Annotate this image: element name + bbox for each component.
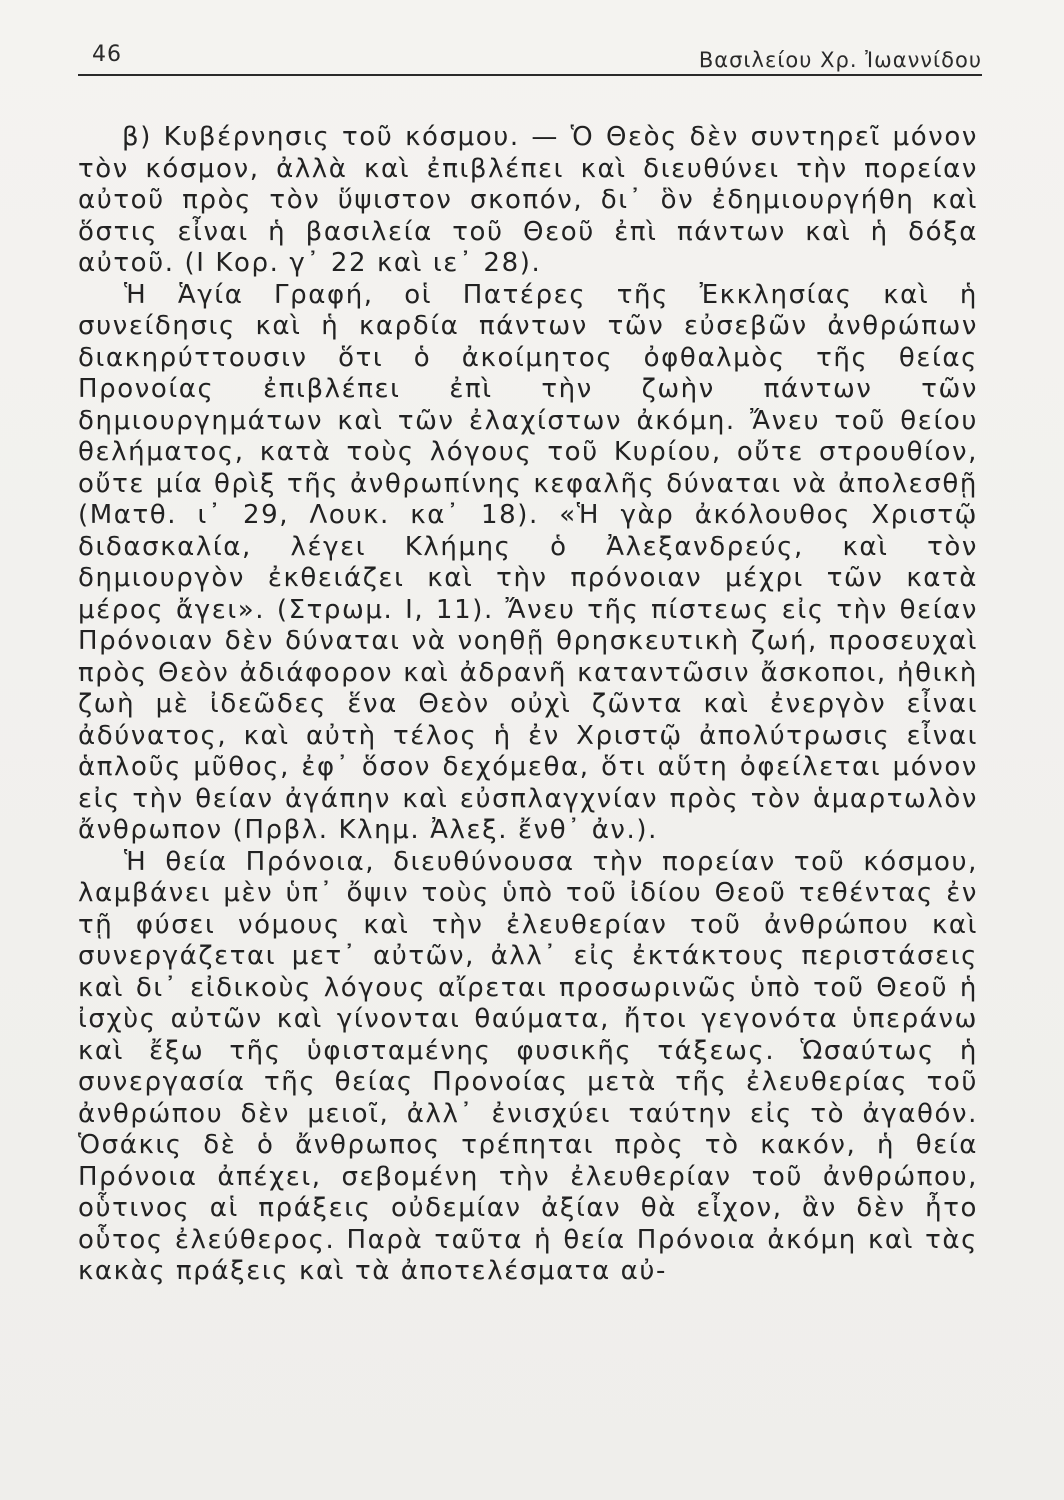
running-title: Βασιλείου Χρ. Ἰωαννίδου [698, 48, 982, 72]
page-number: 46 [92, 42, 122, 67]
paragraph-3: Ἡ θεία Πρόνοια, διευθύνουσα τὴν πορείαν τοῦ κόσμου, λαμβάνει μὲν ὑπ᾽ ὄψιν τοὺς ὑπὸ τοῦ ἰδίου Θεοῦ τεθέντας ἐν τῇ φύσει νόμους καὶ τὴν ἐλευθερίαν τοῦ ἀνθρώπου καὶ συνεργάζεται μετ᾽ αὐτῶν, ἀλλ᾽ εἰς ἐκτάκτους περιστάσεις καὶ δι᾽ εἰδικοὺς λόγους αἴρεται προσωρινῶς ὑπὸ τοῦ Θεοῦ ἡ ἰσχὺς αὐτῶν καὶ γίνονται θαύματα, ἤτοι γεγονότα ὑπεράνω καὶ ἔξω τῆς ὑφισταμένης φυσικῆς τάξεως. Ὡσαύτως ἡ συνεργασία τῆς θείας Προνοίας μετὰ τῆς ἐλευθερίας τοῦ ἀνθρώπου δὲν μειοῖ, ἀλλ᾽ ἐνισχύει ταύτην εἰς τὸ ἀγαθόν. Ὁσάκις δὲ ὁ ἄνθρωπος τρέπηται πρὸς τὸ κακόν, ἡ θεία Πρόνοια ἀπέχει, σεβομένη τὴν ἐλευθερίαν τοῦ ἀνθρώπου, οὗτινος αἱ πράξεις οὐδεμίαν ἀξίαν θὰ εἶχον, ἂν δὲν ἦτο οὗτος ἐλεύθερος. Παρὰ ταῦτα ἡ θεία Πρόνοια ἀκόμη καὶ τὰς κακὰς πράξεις καὶ τὰ ἀποτελέσματα αὐ- [78, 846, 978, 1286]
paragraph-1 [78, 122, 978, 280]
running-head [78, 36, 982, 76]
section-heading: β) Κυβέρνησις τοῦ κόσμου. [122, 122, 520, 152]
body-text [78, 122, 978, 1288]
paragraph-2: Ἡ Ἁγία Γραφή, οἱ Πατέρες τῆς Ἐκκλησίας καὶ ἡ συνείδησις καὶ ἡ καρδία πάντων τῶν εὐσεβῶν ἀνθρώπων διακηρύττουσιν ὅτι ὁ ἀκοίμητος ὀφθαλμὸς τῆς θείας Προνοίας ἐπιβλέπει ἐπὶ τὴν ζωὴν πάντων τῶν δημιουργημάτων καὶ τῶν ἐλαχίστων ἀκόμη. Ἄνευ τοῦ θείου θελήματος, κατὰ τοὺς λόγους τοῦ Κυρίου, οὔτε στρουθίον, οὔτε μία θρὶξ τῆς ἀνθρωπίνης κεφαλῆς δύναται νὰ ἀπολεσθῇ (Ματθ. ι᾽ 29, Λουκ. κα᾽ 18). «Ἡ γὰρ ἀκόλουθος Χριστῷ διδασκαλία, λέγει Κλήμης ὁ Ἀλεξανδρεύς, καὶ τὸν δημιουργὸν ἐκθειάζει καὶ τὴν πρόνοιαν μέχρι τῶν κατὰ μέρος ἄγει». (Στρωμ. Ι, 11). Ἄνευ τῆς πίστεως εἰς τὴν θείαν Πρόνοιαν δὲν δύναται νὰ νοηθῇ θρησκευτικὴ ζωή, προσευχαὶ πρὸς Θεὸν ἀδιάφορον καὶ ἀδρανῆ καταντῶσιν ἄσκοποι, ἠθικὴ ζωὴ μὲ ἰδεῶδες ἕνα Θεὸν οὐχὶ ζῶντα καὶ ἐνεργὸν εἶναι ἀδύνατος, καὶ αὐτὴ τέλος ἡ ἐν Χριστῷ ἀπολύτρωσις εἶναι ἁπλοῦς μῦθος, ἐφ᾽ ὅσον δεχόμεθα, ὅτι αὕτη ὀφείλεται μόνον εἰς τὴν θείαν ἀγάπην καὶ εὐσπλαγχνίαν πρὸς τὸν ἁμαρτωλὸν ἄνθρωπον (Πρβλ. Κλημ. Ἀλεξ. ἔνθ᾽ ἀν.). [78, 279, 978, 845]
paragraph-1-text: — Ὁ Θεὸς δὲν συντηρεῖ μόνον τὸν κόσμον, ἀλλὰ καὶ ἐπιβλέπει καὶ διευθύνει τὴν πορείαν αὐτοῦ πρὸς τὸν ὕψιστον σκοπόν, δι᾽ ὃν ἐδημιουργήθη καὶ ὅστις εἶναι ἡ βασιλεία τοῦ Θεοῦ ἐπὶ πάντων καὶ ἡ δόξα αὐτοῦ. (Ι Κορ. γ᾽ 22 καὶ ιε᾽ 28). [78, 122, 979, 278]
